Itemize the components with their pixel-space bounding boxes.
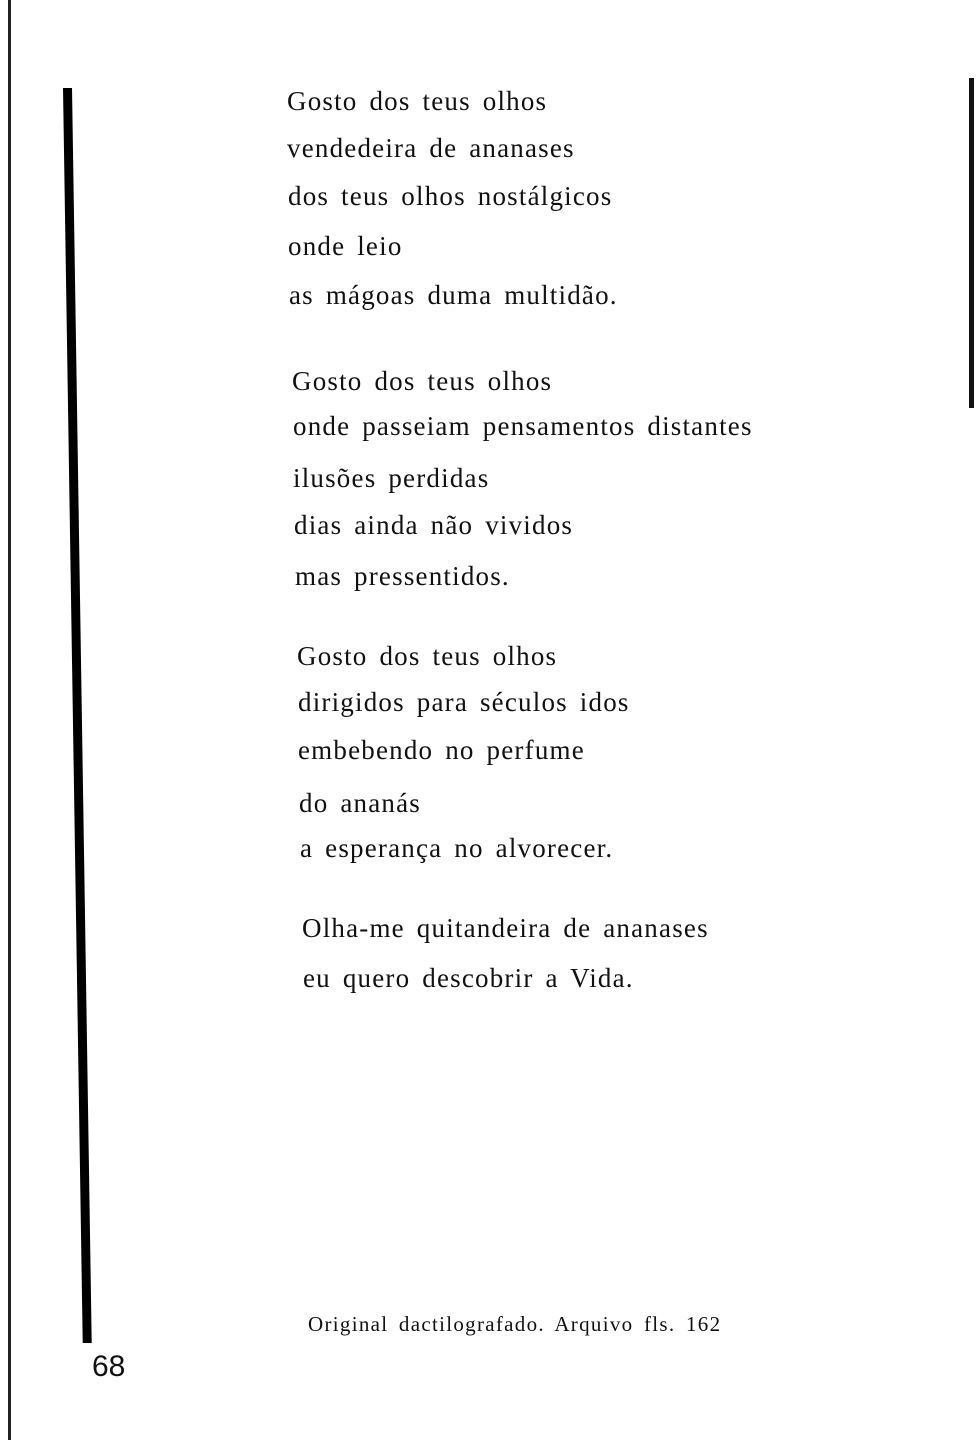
poem-line: dos teus olhos nostálgicos [288, 181, 613, 211]
poem-line: dirigidos para séculos idos [298, 687, 630, 717]
poem-line: onde leio [288, 231, 403, 261]
page-number: 68 [92, 1350, 126, 1383]
poem-line: Gosto dos teus olhos [297, 641, 558, 671]
poem-line: a esperança no alvorecer. [300, 833, 614, 863]
poem-line: as mágoas duma multidão. [289, 280, 618, 310]
poem-line: dias ainda não vividos [294, 510, 574, 540]
poem-line: vendedeira de ananases [287, 133, 575, 163]
poem-line: embebendo no perfume [298, 735, 585, 765]
poem-line: onde passeiam pensamentos distantes [293, 411, 753, 441]
footnote: Original dactilografado. Arquivo fls. 162 [308, 1312, 722, 1336]
poem-line: do ananás [299, 788, 422, 818]
poem-line: eu quero descobrir a Vida. [303, 963, 634, 993]
poem-line: ilusões perdidas [293, 463, 490, 493]
poem-line: Gosto dos teus olhos [287, 86, 548, 116]
poem-line: mas pressentidos. [295, 561, 510, 591]
poem-line: Olha-me quitandeira de ananases [302, 913, 709, 943]
poem-line: Gosto dos teus olhos [292, 366, 553, 396]
